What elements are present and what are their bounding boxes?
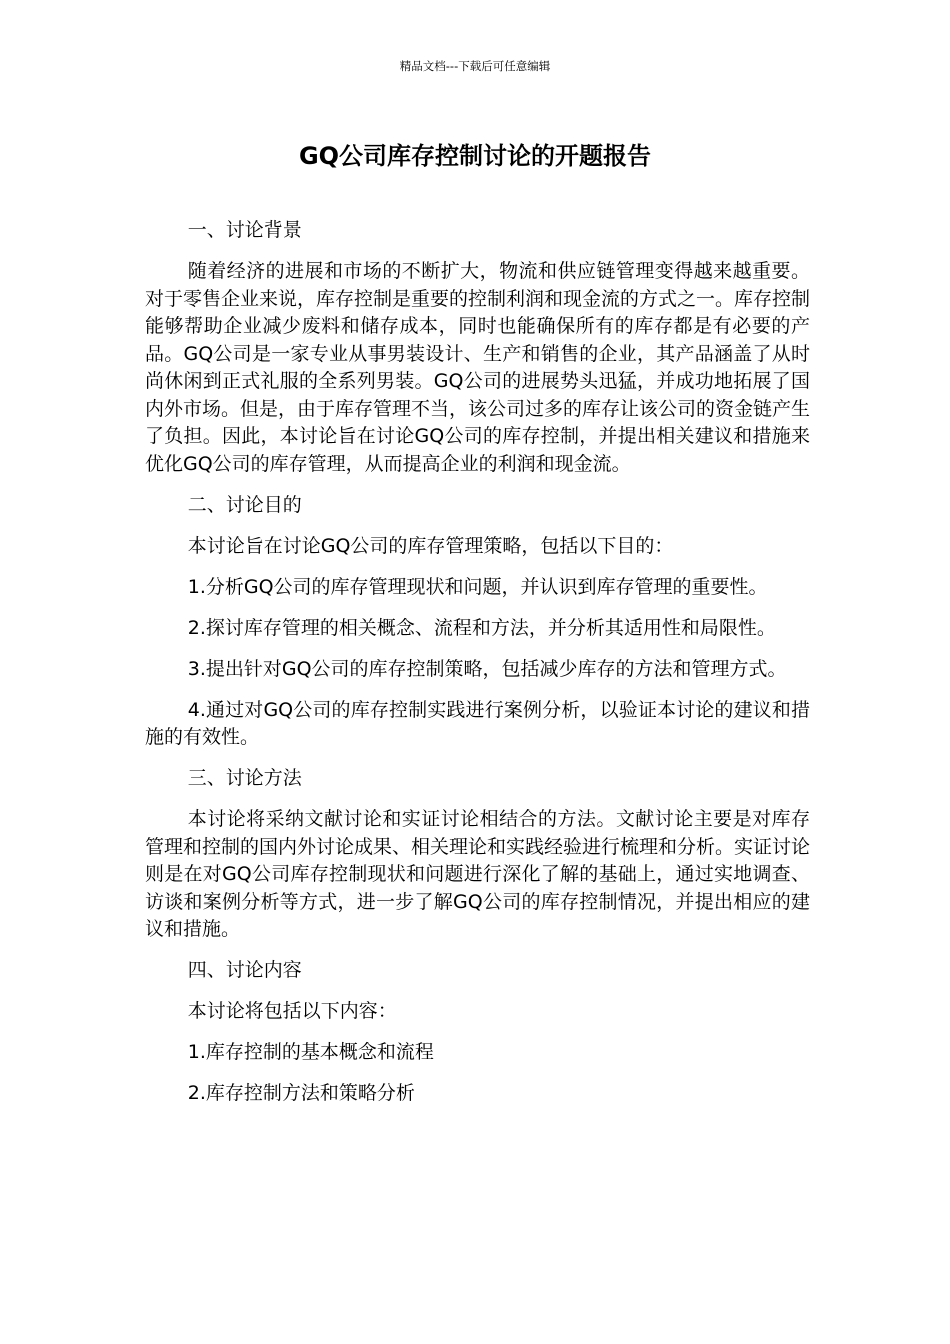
section-heading-method: 三、讨论方法: [187, 767, 302, 789]
purpose-item: 2.探讨库存管理的相关概念、流程和方法，并分析其适用性和局限性。: [187, 616, 776, 639]
purpose-item: 4.通过对GQ公司的库存控制实践进行案例分析，以验证本讨论的建议和措施的有效性。: [145, 698, 810, 748]
document-title: GQ公司库存控制讨论的开题报告: [298, 142, 652, 170]
purpose-intro: 本讨论旨在讨论GQ公司的库存管理策略，包括以下目的：: [187, 534, 674, 557]
section-heading-purpose: 二、讨论目的: [187, 493, 302, 516]
section-heading-content: 四、讨论内容: [187, 959, 302, 981]
header-note: 精品文档---下载后可任意编辑: [399, 59, 551, 73]
content-intro: 本讨论将包括以下内容：: [187, 1000, 397, 1022]
section-heading-background: 一、讨论背景: [187, 219, 302, 241]
purpose-item: 1.分析GQ公司的库存管理现状和问题，并认识到库存管理的重要性。: [187, 575, 768, 598]
document-body: [145, 217, 810, 1121]
background-paragraph: 随着经济的进展和市场的不断扩大，物流和供应链管理变得越来越重要。对于零售企业来说，库存控制是重要的控制利润和现金流的方式之一。库存控制能够帮助企业减少废料和储存成本，同时也能确保所有的库存都是有必要的产品。GQ公司是一家专业从事男装设计、生产和销售的企业，其产品涵盖了从时尚休闲到正式礼服的全系列男装。GQ公司的进展势头迅猛，并成功地拓展了国内外市场。但是，由于库存管理不当，该公司过多的库存让该公司的资金链产生了负担。因此，本讨论旨在讨论GQ公司的库存控制，并提出相关建议和措施来优化GQ公司的库存管理，从而提高企业的利润和现金流。: [145, 260, 811, 475]
method-paragraph: 本讨论将采纳文献讨论和实证讨论相结合的方法。文献讨论主要是对库存管理和控制的国内外讨论成果、相关理论和实践经验进行梳理和分析。实证讨论则是在对GQ公司库存控制现状和问题进行深化了解的基础上，通过实地调查、访谈和案例分析等方式，进一步了解GQ公司的库存控制情况，并提出相应的建议和措施。: [145, 808, 811, 940]
content-item: 2.库存控制方法和策略分析: [187, 1082, 415, 1104]
purpose-item: 3.提出针对GQ公司的库存控制策略，包括减少库存的方法和管理方式。: [187, 657, 787, 680]
content-item: 1.库存控制的基本概念和流程: [187, 1041, 434, 1063]
